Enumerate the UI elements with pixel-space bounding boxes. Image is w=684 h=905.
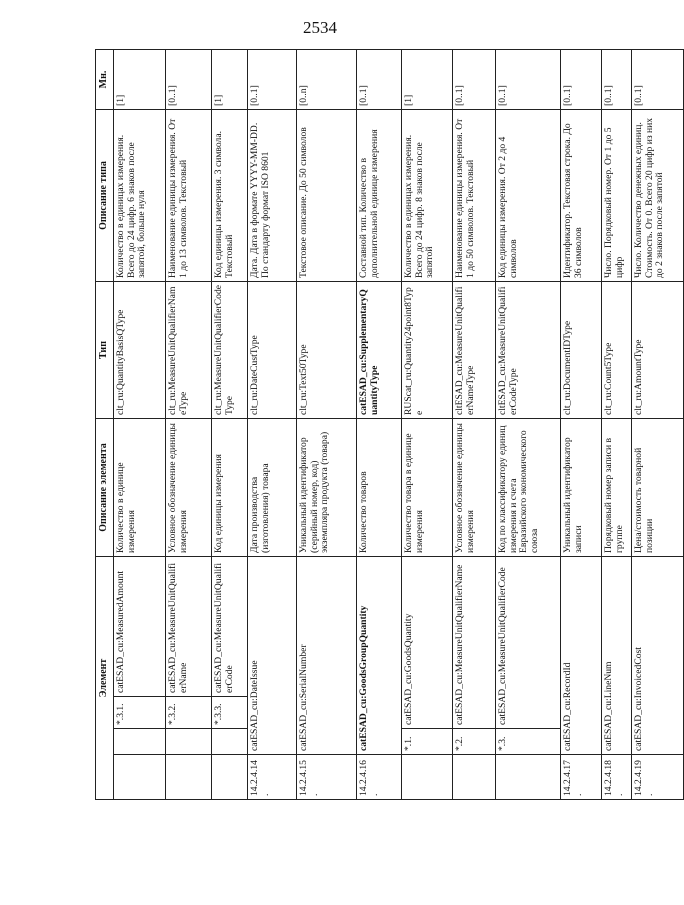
type-description: Код единицы измерения. 3 символа. Текстовый <box>212 110 248 282</box>
type-description: Дата. Дата в формате YYYY-MM-DD. По стандарту формат ISO 8601 <box>248 110 297 282</box>
indent-cell <box>496 755 561 800</box>
element-name: catESAD_cu:SerialNumber <box>297 557 357 755</box>
element-number: 14.2.4.15. <box>297 755 357 800</box>
indent-cell <box>453 755 496 800</box>
element-type: clt_ru:QuantityBasisQType <box>114 282 166 419</box>
multiplicity: [0..1] <box>632 50 684 110</box>
multiplicity: [0..1] <box>453 50 496 110</box>
multiplicity: [1] <box>402 50 453 110</box>
element-description: Код по классификатору единиц измерения и счета Евразийского экономического союза <box>496 419 561 557</box>
element-name: catESAD_cu:LineNum <box>602 557 632 755</box>
header-row <box>96 50 114 800</box>
element-name: catESAD_cu:MeasureUnitQualifierCode <box>212 557 248 697</box>
element-number: 14.2.4.17. <box>561 755 602 800</box>
multiplicity: [0..1] <box>602 50 632 110</box>
element-name: catESAD_cu:GoodsGroupQuantity <box>357 557 402 755</box>
element-number: *.3.3. <box>212 697 248 729</box>
table-row <box>496 50 561 800</box>
element-number: 14.2.4.18. <box>602 755 632 800</box>
element-number: *.3.1. <box>114 697 166 729</box>
type-description: Наименование единицы измерения. От 1 до 13 символов. Текстовый <box>166 110 212 282</box>
element-type: clt_ru:MeasureUnitQualifierCodeType <box>212 282 248 419</box>
element-type: cltESAD_cu:MeasureUnitQualifierCodeType <box>496 282 561 419</box>
type-description: Число. Количество денежных единиц. Стоимость. От 0. Всего 20 цифр из них до 2 знаков после запятой <box>632 110 684 282</box>
element-name: catESAD_cu:RecordId <box>561 557 602 755</box>
element-name: catESAD_cu:DateIssue <box>248 557 297 755</box>
element-description: Количество товаров <box>357 419 402 557</box>
multiplicity: [0..1] <box>357 50 402 110</box>
element-type: cltESAD_cu:MeasureUnitQualifierNameType <box>453 282 496 419</box>
header-type-description: Описание типа <box>96 110 114 282</box>
indent-cell <box>402 755 453 800</box>
table-row <box>297 50 357 800</box>
element-type: catESAD_cu:SupplementaryQuantityType <box>357 282 402 419</box>
element-type: clt_ru:AmountType <box>632 282 684 419</box>
type-description: Составной тип. Количество в дополнительной единице измерения <box>357 110 402 282</box>
indent-cell <box>212 729 248 755</box>
table-row <box>402 50 453 800</box>
page-number: 2534 <box>303 18 337 37</box>
element-number: *.1. <box>402 729 453 755</box>
multiplicity: [0..1] <box>248 50 297 110</box>
table-row <box>357 50 402 800</box>
element-name: catESAD_cu:InvoicedCost <box>632 557 684 755</box>
header-element-description: Описание элемента <box>96 419 114 557</box>
element-name: catESAD_cu:MeasureUnitQualifierCode <box>496 557 561 729</box>
table-row <box>453 50 496 800</box>
element-description: Цена/стоимость товарной позиции <box>632 419 684 557</box>
element-description: Дата производства (изготовления) товара <box>248 419 297 557</box>
element-number: *.3.2. <box>166 697 212 729</box>
table-row <box>632 50 684 800</box>
element-description: Порядковый номер записи в группе <box>602 419 632 557</box>
element-number: *.3. <box>496 729 561 755</box>
header-multiplicity: Мн. <box>96 50 114 110</box>
table-row <box>114 50 166 800</box>
element-description: Условное обозначение единицы измерения <box>453 419 496 557</box>
element-type: clt_ru:Text50Type <box>297 282 357 419</box>
element-type: clt_ru:Count5Type <box>602 282 632 419</box>
element-table <box>95 49 684 800</box>
element-name: catESAD_cu:GoodsQuantity <box>402 557 453 729</box>
indent-cell <box>114 729 166 755</box>
element-name: catESAD_cu:MeasureUnitQualifierName <box>166 557 212 697</box>
element-type: clt_ru:DocumentIDType <box>561 282 602 419</box>
multiplicity: [1] <box>212 50 248 110</box>
multiplicity: [0..1] <box>496 50 561 110</box>
table-row <box>248 50 297 800</box>
type-description: Код единицы измерения. От 2 до 4 символов <box>496 110 561 282</box>
table-body <box>114 50 684 800</box>
element-type: clt_ru:MeasureUnitQualifierNameType <box>166 282 212 419</box>
header-element: Элемент <box>96 557 114 800</box>
element-description: Количество товара в единице измерения <box>402 419 453 557</box>
table-row <box>602 50 632 800</box>
indent-cell <box>212 755 248 800</box>
indent-cell <box>166 755 212 800</box>
type-description: Идентификатор. Текстовая строка. До 36 символов <box>561 110 602 282</box>
table-row <box>166 50 212 800</box>
element-description: Количество в единице измерения <box>114 419 166 557</box>
multiplicity: [0..n] <box>297 50 357 110</box>
rotated-table-container <box>95 50 666 800</box>
type-description: Текстовое описание. До 50 символов <box>297 110 357 282</box>
element-name: catESAD_cu:MeasureUnitQualifierName <box>453 557 496 729</box>
type-description: Количество в единицах измерения. Всего до 24 цифр. 6 знаков после запятой, больше нуля <box>114 110 166 282</box>
element-description: Уникальный идентификатор записи <box>561 419 602 557</box>
indent-cell <box>114 755 166 800</box>
type-description: Наименование единицы измерения. От 1 до 50 символов. Текстовый <box>453 110 496 282</box>
element-description: Код единицы измерения <box>212 419 248 557</box>
type-description: Количество в единицах измерения. Всего до 24 цифр. 8 знаков после запятой <box>402 110 453 282</box>
multiplicity: [1] <box>114 50 166 110</box>
element-type: clt_ru:DateCustType <box>248 282 297 419</box>
element-number: 14.2.4.19. <box>632 755 684 800</box>
type-description: Число. Порядковый номер. От 1 до 5 цифр <box>602 110 632 282</box>
header-type: Тип <box>96 282 114 419</box>
indent-cell <box>166 729 212 755</box>
element-description: Уникальный идентификатор (серийный номер, код) экземпляра продукта (товара) <box>297 419 357 557</box>
element-number: 14.2.4.14. <box>248 755 297 800</box>
table-row <box>561 50 602 800</box>
multiplicity: [0..1] <box>561 50 602 110</box>
element-number: 14.2.4.16. <box>357 755 402 800</box>
table-row <box>212 50 248 800</box>
multiplicity: [0..1] <box>166 50 212 110</box>
element-name: catESAD_cu:MeasuredAmount <box>114 557 166 697</box>
element-description: Условное обозначение единицы измерения <box>166 419 212 557</box>
element-number: *.2. <box>453 729 496 755</box>
element-type: RUScat_ru:Quantity24point8Type <box>402 282 453 419</box>
